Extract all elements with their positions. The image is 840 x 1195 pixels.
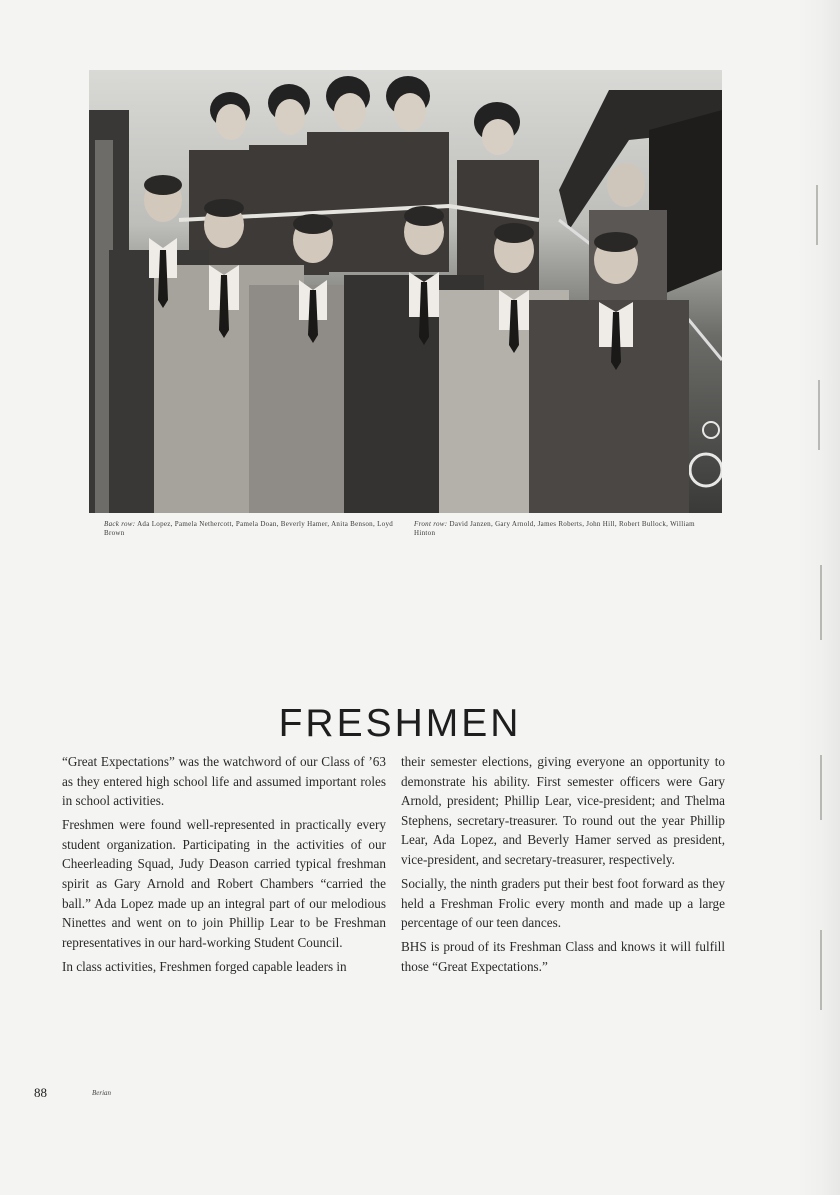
body-column-left <box>62 752 386 981</box>
back-row-label: Back row: <box>104 520 136 528</box>
back-row-names: Ada Lopez, Pamela Nethercott, Pamela Doan, Beverly Hamer, Anita Benson, Loyd Brown <box>104 520 394 537</box>
class-photo <box>89 70 722 513</box>
body-paragraph: BHS is proud of its Freshman Class and knows it will fulfill those “Great Expectations.” <box>401 939 725 974</box>
binding-mark <box>820 930 822 1010</box>
body-paragraph: their semester elections, giving everyone an opportunity to demonstrate his ability. First semester officers were Gary Arnold, president; Phillip Lear, vice-president; and Thelma Stephens, secretary-treasurer. To round out the year Phillip Lear, Ada Lopez, and Beverly Hamer served as president, vice-president, and secretary-treasurer, respectively. <box>401 754 725 867</box>
binding-mark <box>820 755 822 820</box>
front-row-names: David Janzen, Gary Arnold, James Roberts, John Hill, Robert Bullock, William Hinton <box>414 520 695 537</box>
footer-label: Berian <box>92 1089 112 1097</box>
class-photo-illustration <box>89 70 722 513</box>
front-row-label: Front row: <box>414 520 448 528</box>
body-column-right <box>401 752 725 981</box>
body-paragraph: In class activities, Freshmen forged capable leaders in <box>62 958 347 974</box>
page-edge-shadow <box>796 0 840 1195</box>
front-row-caption <box>414 520 714 537</box>
body-paragraph: “Great Expectations” was the watchword of our Class of ’63 as they entered high school life and assumed important roles in school activities. <box>62 754 386 809</box>
page-number: 88 <box>34 1085 47 1100</box>
body-paragraph: Freshmen were found well-represented in practically every student organization. Participating in the activities of our Cheerleading Squad, Judy Deason carried typical freshman spirit as Gary Arnold and Robert Chambers “carried the ball.” Ada Lopez made up an integral part of our melodious Ninettes and went on to join Phillip Lear to be Freshman representatives in our hard-working Student Council. <box>62 817 386 950</box>
binding-mark <box>818 380 820 450</box>
binding-mark <box>820 565 822 640</box>
binding-mark <box>816 185 818 245</box>
back-row-caption <box>104 520 394 537</box>
page-title: FRESHMEN <box>278 702 522 746</box>
body-paragraph: Socially, the ninth graders put their best foot forward as they held a Freshman Frolic every month and made up a large percentage of our teen dances. <box>401 876 725 931</box>
